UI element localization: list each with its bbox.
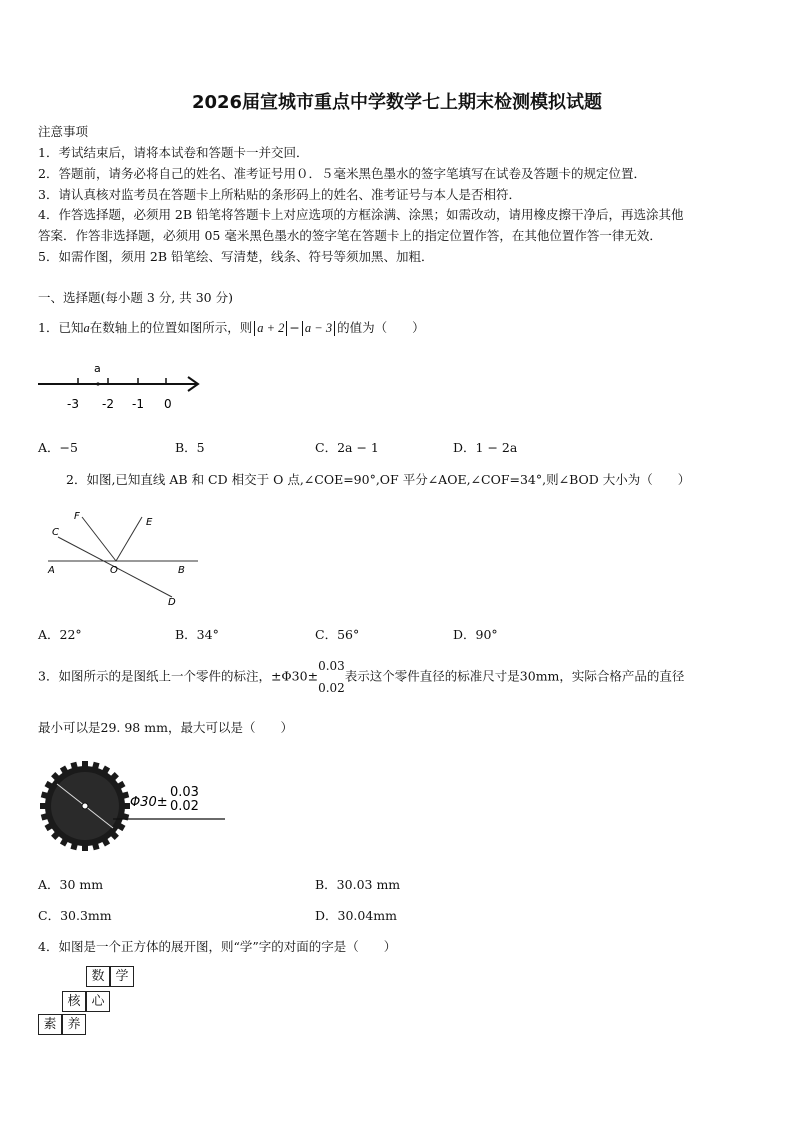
q1-option-c: C．2a − 1 bbox=[315, 440, 379, 455]
q1-option-d: D．1 − 2a bbox=[453, 440, 518, 455]
q3-frac-top: 0.03 bbox=[318, 659, 345, 673]
q3-option-a: A．30 mm bbox=[38, 877, 104, 892]
q3-prefix: 3．如图所示的是图纸上一个零件的标注，±Φ30± bbox=[38, 668, 319, 684]
q2-option-d: D．90° bbox=[453, 627, 498, 642]
question-1 bbox=[38, 318, 425, 336]
net-cell: 学 bbox=[110, 966, 134, 987]
q1-option-a: A．−5 bbox=[38, 440, 78, 455]
tick-label: -2 bbox=[102, 397, 114, 411]
gear-bottom: 0.02 bbox=[170, 799, 199, 814]
gear-tooth bbox=[82, 761, 88, 769]
label-f: F bbox=[74, 511, 80, 522]
label-o: O bbox=[110, 565, 118, 576]
question-2: 2．如图,已知直线 AB 和 CD 相交于 O 点,∠COE=90°,OF 平分∠AOE,∠COF=34°,则∠BOD 大小为（ ） bbox=[66, 472, 691, 487]
net-cell: 数 bbox=[86, 966, 110, 987]
label-d: D bbox=[168, 597, 176, 608]
q1-option-b: B．5 bbox=[175, 440, 205, 455]
q3-option-b: B．30.03 mm bbox=[315, 877, 401, 892]
q1-expr2: a − 3 bbox=[302, 321, 335, 336]
q3-suffix: 表示这个零件直径的标准尺寸是30mm，实际合格产品的直径 bbox=[344, 668, 685, 684]
label-b: B bbox=[178, 565, 185, 576]
net-cell: 素 bbox=[38, 1014, 62, 1035]
question-3 bbox=[38, 655, 684, 699]
point-a bbox=[96, 382, 99, 385]
q1-suffix: 的值为（ ） bbox=[337, 320, 425, 335]
label-e: E bbox=[146, 517, 153, 528]
q2-option-a: A．22° bbox=[38, 627, 82, 642]
q1-mid: 在数轴上的位置如图所示，则 bbox=[89, 320, 253, 335]
notice-item: 1．考试结束后，请将本试卷和答题卡一并交回． bbox=[38, 145, 309, 160]
notice-item: 4．作答选择题，必须用 2B 铅笔将答题卡上对应选项的方框涂满、涂黑；如需改动，请用橡皮擦干净后，再选涂其他 bbox=[38, 207, 684, 222]
number-line-figure bbox=[36, 358, 206, 414]
q3-frac-bottom: 0.02 bbox=[318, 681, 345, 695]
q1-var: a bbox=[83, 321, 90, 335]
notice-item: 3．请认真核对监考员在答题卡上所粘贴的条形码上的姓名、准考证号与本人是否相符． bbox=[38, 187, 521, 202]
q3-option-c: C．30.3mm bbox=[38, 908, 112, 923]
net-cell: 心 bbox=[86, 991, 110, 1012]
page-title: 2026届宣城市重点中学数学七上期末检测模拟试题 bbox=[191, 92, 603, 113]
notice-item: 5．如需作图，须用 2B 铅笔绘、写清楚，线条、符号等须加黑、加粗． bbox=[38, 249, 434, 264]
tick-label: 0 bbox=[164, 397, 172, 411]
gear-figure bbox=[38, 758, 238, 858]
intersecting-lines-figure bbox=[40, 505, 200, 610]
gear-tooth bbox=[122, 803, 130, 809]
tick-label: -1 bbox=[132, 397, 144, 411]
label-a: A bbox=[48, 565, 55, 576]
q2-option-c: C．56° bbox=[315, 627, 360, 642]
point-a-label: a bbox=[94, 362, 101, 375]
q3-tolerance bbox=[318, 655, 345, 699]
notice-item: 2．答题前，请务必将自己的姓名、准考证号用０．５毫米黑色墨水的签字笔填写在试卷及答题卡的规定位置． bbox=[38, 166, 646, 181]
q3-line2: 最小可以是29. 98 mm，最大可以是（ ） bbox=[38, 720, 293, 735]
net-cell: 养 bbox=[62, 1014, 86, 1035]
ray-of bbox=[82, 517, 116, 561]
net-cell: 核 bbox=[62, 991, 86, 1012]
notice-heading: 注意事项 bbox=[38, 124, 89, 139]
q1-prefix: 1．已知 bbox=[38, 320, 84, 335]
notice-item: 答案．作答非选择题，必须用 05 毫米黑色墨水的签字笔在答题卡上的指定位置作答，在其他位置作答一律无效． bbox=[38, 228, 662, 243]
q3-option-d: D．30.04mm bbox=[315, 908, 398, 923]
gear-tooth bbox=[40, 803, 48, 809]
gear-center bbox=[82, 803, 88, 809]
q1-expr1: a + 2 bbox=[254, 321, 287, 336]
gear-top: 0.03 bbox=[170, 785, 199, 800]
question-4: 4．如图是一个正方体的展开图，则“学”字的对面的字是（ ） bbox=[38, 939, 397, 954]
section-heading: 一、选择题(每小题 3 分, 共 30 分) bbox=[38, 290, 233, 305]
tick-label: -3 bbox=[67, 397, 79, 411]
q2-option-b: B．34° bbox=[175, 627, 219, 642]
gear-tooth bbox=[82, 843, 88, 851]
label-c: C bbox=[52, 527, 59, 538]
ray-oe bbox=[116, 517, 142, 561]
gear-label: Φ30± bbox=[130, 795, 168, 810]
q1-minus: − bbox=[289, 320, 300, 335]
